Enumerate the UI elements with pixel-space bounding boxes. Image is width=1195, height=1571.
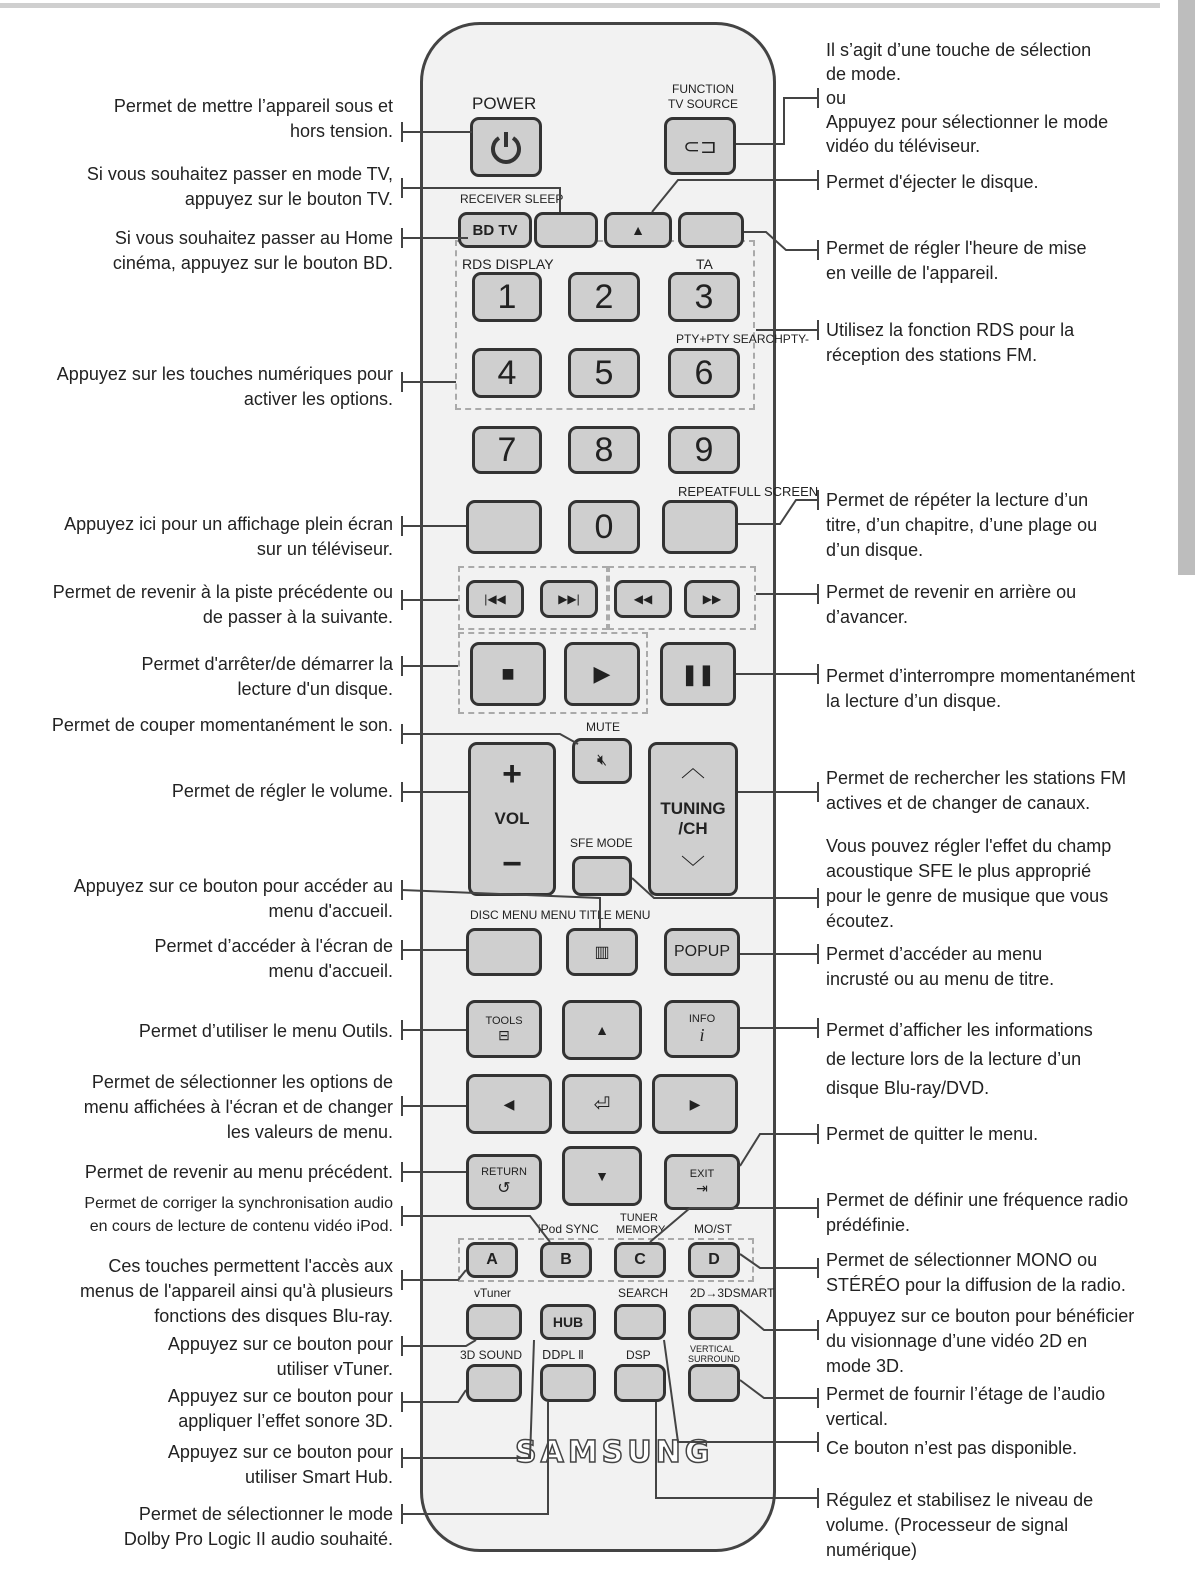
- popup-button[interactable]: POPUP: [664, 928, 740, 976]
- annotation-volume: Permet de régler le volume.: [171, 781, 393, 801]
- annotation-info: Permet d’afficher les informations de lecture lors de la lecture d’un disque Blu-ray/DVD.: [826, 1020, 1093, 1098]
- annotation-rds: Utilisez la fonction RDS pour la réception des stations FM.: [826, 320, 1075, 365]
- key-c[interactable]: C: [614, 1242, 666, 1278]
- vtuner-label: vTuner: [474, 1286, 511, 1300]
- search-label: SEARCH: [618, 1286, 669, 1300]
- key-5[interactable]: 5: [568, 348, 640, 398]
- key-b[interactable]: B: [540, 1242, 592, 1278]
- channel-up-icon: ︿: [681, 755, 705, 782]
- volume-down-icon: −: [502, 845, 522, 883]
- power-label: POWER: [472, 94, 537, 113]
- rds-display-label: RDS DISPLAY: [462, 256, 554, 272]
- return-icon: ↺: [497, 1180, 511, 1197]
- annotation-mo-st: Permet de sélectionner MONO ou STÉRÉO pour la diffusion de la radio.: [826, 1250, 1126, 1295]
- surround-label: SURROUND: [688, 1354, 741, 1364]
- annotation-vertical: Permet de fournir l’étage de l’audio vertical.: [826, 1384, 1106, 1429]
- 3d-sound-label: 3D SOUND: [460, 1348, 523, 1362]
- key-3[interactable]: 3: [668, 272, 740, 322]
- key-a[interactable]: A: [466, 1242, 518, 1278]
- annotation-vtuner: Appuyez sur ce bouton pour utiliser vTuner.: [167, 1334, 393, 1379]
- annotation-popup: Permet d’accéder au menu incrusté ou au menu de titre.: [826, 944, 1055, 989]
- dpl-label: ⅮⅮPL Ⅱ: [542, 1348, 584, 1362]
- annotation-sfe: Vous pouvez régler l'effet du champ acoustique SFE le plus approprié pour le genre de musique que vous écoutez.: [826, 836, 1112, 931]
- annotation-sleep: Permet de régler l'heure de mise en veille de l'appareil.: [826, 238, 1087, 283]
- key-7[interactable]: 7: [472, 426, 542, 474]
- annotation-3d-sound: Appuyez sur ce bouton pour appliquer l’effet sonore 3D.: [167, 1386, 393, 1431]
- volume-up-icon: +: [502, 755, 522, 793]
- annotation-tools: Permet d’utiliser le menu Outils.: [138, 1021, 393, 1041]
- annotation-tv-mode: Si vous souhaitez passer en mode TV, appuyez sur le bouton TV.: [86, 164, 393, 209]
- annotation-smart-hub: Appuyez sur ce bouton pour utiliser Smart Hub.: [167, 1442, 393, 1487]
- annotation-fullscreen: Appuyez ici pour un affichage plein écran sur un téléviseur.: [64, 514, 393, 559]
- tools-label: TOOLS: [485, 1014, 523, 1027]
- annotation-color-keys: Ces touches permettent l'accès aux menus de l'appareil ainsi qu'à plusieurs fonctions des disques Blu-ray.: [79, 1256, 393, 1326]
- key-9[interactable]: 9: [668, 426, 740, 474]
- up-arrow-icon: ▲: [595, 1022, 609, 1038]
- source-icon: ⊂⊐: [683, 135, 717, 158]
- samsung-logo: SAMSUNG: [515, 1435, 714, 1470]
- dsp-label: DSP: [626, 1348, 651, 1362]
- down-arrow-icon: ▼: [595, 1168, 609, 1184]
- annotation-2d-3d: Appuyez sur ce bouton pour bénéficier du visionnage d’une vidéo 2D en mode 3D.: [826, 1306, 1135, 1376]
- annotation-function: Il s’agit d’une touche de sélection de mode. ou Appuyez pour sélectionner le mode vidéo du téléviseur.: [826, 40, 1109, 156]
- key-0[interactable]: 0: [568, 500, 640, 554]
- annotation-disc-menu: Permet d’accéder à l'écran de menu d'accueil.: [154, 936, 393, 981]
- pause-icon: ❚❚: [681, 663, 715, 686]
- receiver-sleep-label: RECEIVER SLEEP: [460, 192, 564, 206]
- memory-label: MEMORY: [616, 1224, 666, 1236]
- exit-label: EXIT: [689, 1167, 715, 1180]
- channel-label: /CH: [678, 819, 708, 838]
- annotation-home-menu: Appuyez sur ce bouton pour accéder au menu d'accueil.: [73, 876, 393, 921]
- right-arrow-icon: ▶: [689, 1095, 701, 1112]
- tuning-label: TUNING: [660, 799, 726, 818]
- annotation-return: Permet de revenir au menu précédent.: [84, 1162, 393, 1182]
- annotation-number-keys: Appuyez sur les touches numériques pour activer les options.: [56, 364, 393, 409]
- play-icon: ▶: [593, 661, 611, 686]
- channel-down-icon: ﹀: [681, 855, 705, 882]
- prev-track-icon: |◀◀: [484, 592, 506, 606]
- exit-icon: ⇥: [696, 1179, 708, 1196]
- tools-icon: ⊟: [498, 1026, 510, 1043]
- fast-forward-icon: ▶▶: [702, 592, 722, 606]
- key-1[interactable]: 1: [472, 272, 542, 322]
- annotation-dolby: Permet de sélectionner le mode Dolby Pro Logic II audio souhaité.: [123, 1504, 393, 1549]
- info-icon: i: [699, 1024, 705, 1045]
- menu-grid-icon: ▥: [594, 944, 610, 961]
- bd-tv-button[interactable]: BD TV: [458, 212, 532, 248]
- tuner-label: TUNER: [620, 1212, 658, 1224]
- annotation-skip: Permet de revenir à la piste précédente ou de passer à la suivante.: [52, 582, 393, 627]
- key-8[interactable]: 8: [568, 426, 640, 474]
- sfe-mode-label: SFE MODE: [570, 836, 633, 850]
- return-label: RETURN: [481, 1166, 527, 1178]
- annotation-navigation: Permet de sélectionner les options de menu affichées à l'écran et de changer les valeurs de menu.: [83, 1072, 393, 1142]
- annotation-exit: Permet de quitter le menu.: [826, 1124, 1039, 1144]
- key-4[interactable]: 4: [472, 348, 542, 398]
- annotation-tuning: Permet de rechercher les stations FM actives et de changer de canaux.: [826, 768, 1127, 813]
- eject-icon: ▲: [631, 222, 645, 238]
- annotation-dsp: Régulez et stabilisez le niveau de volume. (Processeur de signal numérique): [826, 1490, 1094, 1560]
- annotation-bd-mode: Si vous souhaitez passer au Home cinéma, appuyez sur le bouton BD.: [112, 228, 393, 273]
- annotation-stop-play: Permet d'arrêter/de démarrer la lecture d'un disque.: [141, 654, 393, 699]
- vertical-label: VERTICAL: [690, 1344, 734, 1354]
- annotation-search: Permet de revenir en arrière ou d’avancer.: [826, 582, 1077, 627]
- annotation-repeat: Permet de répéter la lecture d’un titre, d’un chapitre, d’une plage ou d’un disque.: [826, 490, 1098, 560]
- annotation-tuner-memory: Permet de définir une fréquence radio prédéfinie.: [826, 1190, 1129, 1235]
- key-6[interactable]: 6: [668, 348, 740, 398]
- annotation-ipod-sync: Permet de corriger la synchronisation audio en cours de lecture de contenu vidéo iPod.: [84, 1195, 393, 1235]
- annotation-pause: Permet d’interrompre momentanément la lecture d’un disque.: [826, 666, 1136, 711]
- repeat-label: REPEATFULL SCREEN: [678, 484, 819, 499]
- ta-label: TA: [696, 256, 713, 272]
- disc-menu-label: DISC MENU MENU TITLE MENU: [470, 908, 651, 922]
- enter-icon: ⏎: [593, 1093, 611, 1116]
- annotation-power: Permet de mettre l’appareil sous et hors tension.: [113, 96, 393, 141]
- ipod-sync-label: iPod SYNC: [538, 1222, 599, 1236]
- annotation-eject: Permet d'éjecter le disque.: [826, 172, 1039, 192]
- smart-hub-button[interactable]: HUB: [540, 1304, 596, 1340]
- rewind-icon: ◀◀: [633, 592, 653, 606]
- mo-st-label: MO/ST: [694, 1222, 732, 1236]
- stop-icon: ■: [501, 661, 515, 686]
- next-track-icon: ▶▶|: [558, 592, 580, 606]
- mute-icon: 🔇︎: [596, 752, 608, 769]
- annotation-mute: Permet de couper momentanément le son.: [51, 715, 393, 735]
- volume-label: VOL: [494, 809, 530, 828]
- function-label: FUNCTION: [672, 82, 734, 96]
- tv-source-label: TV SOURCE: [668, 97, 739, 111]
- key-d[interactable]: D: [688, 1242, 740, 1278]
- info-label: INFO: [688, 1012, 716, 1025]
- 2d-3d-label: 2D→3DSMART: [690, 1286, 775, 1300]
- mute-label: MUTE: [586, 720, 620, 734]
- pty-label: PTY+PTY SEARCHPTY-: [676, 332, 810, 346]
- left-arrow-icon: ◀: [503, 1095, 515, 1112]
- key-2[interactable]: 2: [568, 272, 640, 322]
- annotation-not-available: Ce bouton n’est pas disponible.: [826, 1438, 1078, 1458]
